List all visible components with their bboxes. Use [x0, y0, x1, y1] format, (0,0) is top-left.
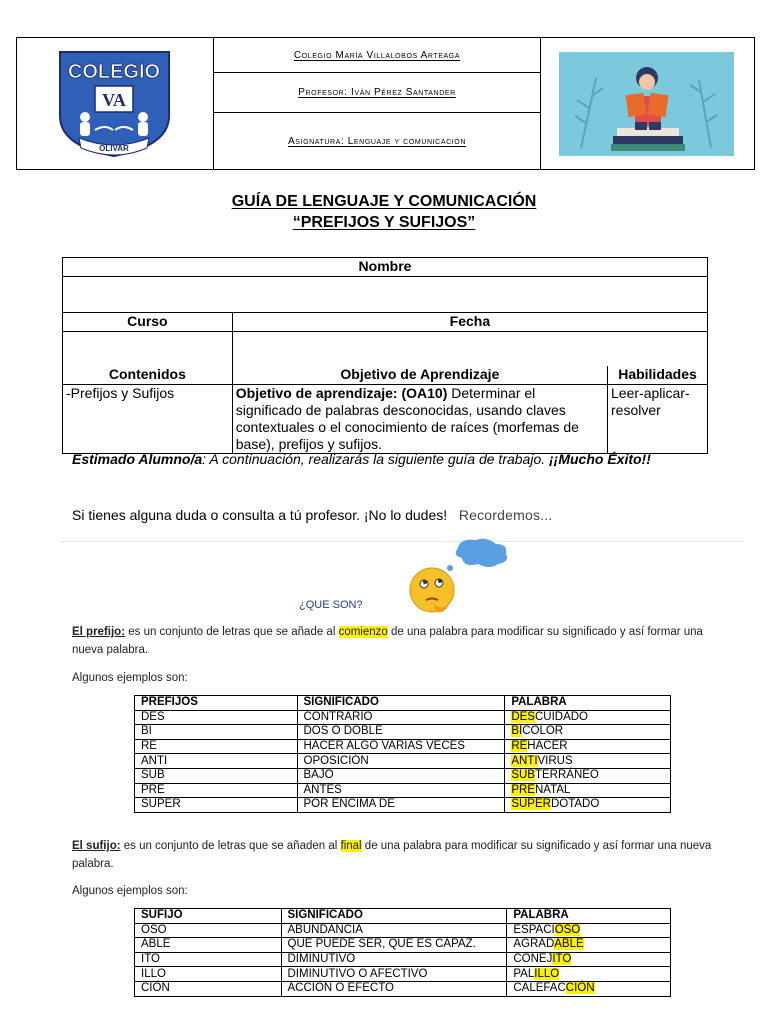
section-divider — [60, 541, 744, 542]
word-highlight: PRE — [511, 783, 535, 796]
word-cell — [505, 710, 671, 725]
table-row — [135, 783, 671, 798]
school-logo-cell — [17, 38, 214, 169]
prefix-cell: RE — [135, 739, 298, 754]
contents-label: Contenidos — [63, 366, 233, 385]
suffix-text-after: de una palabra para modificar su significado y así formar una nueva palabra. — [72, 840, 712, 870]
prefix-text-before: es un conjunto de letras que se añade al — [125, 626, 339, 638]
meaning-cell: ACCIÓN O EFECTO — [281, 981, 507, 996]
table-row — [135, 725, 671, 740]
suffix-term: El sufijo: — [72, 840, 121, 852]
header-box — [16, 37, 755, 170]
prefix-cell: BI — [135, 725, 298, 740]
suffix-examples-label: Algunos ejemplos son: — [72, 885, 188, 897]
table-row — [135, 938, 671, 953]
word-base: ESPACI — [513, 923, 555, 936]
word-highlight: SUPER — [511, 798, 551, 811]
word-rest: COLOR — [522, 725, 564, 738]
word-highlight: ITO — [552, 953, 572, 966]
header-info — [214, 38, 541, 169]
table-row — [135, 754, 671, 769]
suffix-table — [134, 908, 671, 997]
objective-text: Determinar el significado de palabras desconocidas, usando claves contextuales o el conocimiento de raíces (morfemas de base), prefijos y sufijos. — [235, 385, 579, 452]
word-rest: VIRUS — [537, 754, 573, 767]
meaning-cell: DIMINUTIVO O AFECTIVO — [281, 967, 507, 982]
greeting-end: ¡¡Mucho Éxito!! — [549, 451, 651, 467]
meaning-cell: CONTRARIO — [297, 710, 505, 725]
word-highlight: ABLE — [554, 938, 584, 951]
meaning-cell: ABUNDANCIA — [281, 923, 507, 938]
word-highlight: RE — [511, 740, 528, 753]
word-rest: TERRÁNEO — [534, 769, 599, 782]
word-cell — [505, 725, 671, 740]
suffix-cell: OSO — [135, 923, 282, 938]
word-cell — [505, 783, 671, 798]
word-cell — [505, 754, 671, 769]
suffix-meaning-header: SIGNIFICADO — [281, 909, 507, 924]
objective-label: Objetivo de Aprendizaje — [232, 366, 607, 385]
school-logo — [17, 38, 214, 169]
name-label: Nombre — [63, 258, 708, 277]
word-highlight: BI — [511, 725, 523, 738]
prefix-word-header: PALABRA — [505, 696, 671, 711]
teacher-name: Profesor: Iván Pérez Santander — [214, 72, 540, 112]
suffix-definition — [72, 837, 734, 873]
suffix-cell: ITO — [135, 952, 282, 967]
doubt-text — [72, 507, 552, 523]
doubt-body: Si tienes alguna duda o consulta a tú profesor. ¡No lo dudes! — [72, 507, 448, 523]
recordemos-text: Recordemos... — [458, 507, 553, 523]
student-info-table — [62, 257, 708, 454]
prefix-cell: DES — [135, 710, 298, 725]
date-field[interactable] — [232, 332, 707, 366]
prefix-text-after: de una palabra para modificar su significado y así formar una nueva palabra. — [72, 626, 703, 656]
word-rest: DOTADO — [550, 798, 600, 811]
word-base: PAL — [513, 967, 535, 980]
table-row — [135, 981, 671, 996]
objective-code: Objetivo de aprendizaje: (OA10) — [235, 385, 448, 401]
contents-value: -Prefijos y Sufijos — [63, 385, 233, 454]
guide-title: GUÍA DE LENGUAJE Y COMUNICACIÓN — [231, 193, 537, 210]
prefix-term: El prefijo: — [72, 626, 126, 638]
school-name: Colegio María Villalobos Arteaga — [293, 49, 461, 61]
word-rest: CUIDADO — [534, 710, 588, 723]
logo-monogram: VA — [102, 90, 126, 110]
suffix-text-before: es un conjunto de letras que se añaden al — [120, 840, 341, 852]
logo-bottom-text: OLIVAR — [99, 144, 129, 153]
word-rest: NATAL — [534, 783, 571, 796]
table-row — [135, 923, 671, 938]
subject-name: Asignatura: Lenguaje y comunicación — [214, 112, 540, 169]
word-highlight: ILLO — [534, 967, 560, 980]
table-row — [135, 739, 671, 754]
word-cell — [505, 798, 671, 813]
logo-top-text: COLEGIO — [67, 61, 161, 83]
word-cell — [505, 739, 671, 754]
meaning-cell: BAJO — [297, 768, 505, 783]
skills-value: Leer-aplicar-resolver — [608, 385, 708, 454]
meaning-cell: HACER ALGO VARIAS VECES — [297, 739, 505, 754]
thinking-face-icon — [404, 538, 514, 618]
prefix-cell: ANTI — [135, 754, 298, 769]
greeting-bold: Estimado Alumno/a — [72, 451, 203, 467]
suffix-cell: CIÓN — [135, 981, 282, 996]
table-row — [135, 768, 671, 783]
word-cell — [507, 923, 671, 938]
skills-label: Habilidades — [608, 366, 708, 385]
word-cell — [507, 981, 671, 996]
suffix-cell: ABLE — [135, 938, 282, 953]
prefix-cell: SUB — [135, 768, 298, 783]
objective-value — [232, 385, 607, 454]
prefix-highlight: comienzo — [338, 626, 388, 638]
greeting-body: : A continuación, realizarás la siguiente guía de trabajo. — [202, 451, 550, 467]
word-highlight: DES — [511, 710, 535, 723]
word-highlight: ANTI — [511, 754, 538, 767]
prefix-table — [134, 695, 671, 813]
word-rest: HACER — [527, 740, 568, 753]
meaning-cell: ANTES — [297, 783, 505, 798]
prefix-cell: SUPER — [135, 798, 298, 813]
word-cell — [505, 768, 671, 783]
table-row — [135, 710, 671, 725]
word-cell — [507, 938, 671, 953]
word-base: AGRAD — [513, 938, 555, 951]
course-field[interactable] — [63, 332, 233, 366]
meaning-cell: DIMINUTIVO — [281, 952, 507, 967]
word-base: CONEJ — [513, 953, 553, 966]
suffix-col-header: SUFIJO — [135, 909, 282, 924]
date-label: Fecha — [232, 313, 707, 332]
word-cell — [507, 952, 671, 967]
prefix-examples-label: Algunos ejemplos son: — [72, 672, 188, 684]
table-row — [135, 952, 671, 967]
reading-illustration-cell — [541, 38, 754, 169]
suffix-cell: ILLO — [135, 967, 282, 982]
meaning-cell: DOS O DOBLE — [297, 725, 505, 740]
table-row — [135, 798, 671, 813]
word-highlight: OSO — [554, 923, 581, 936]
word-base: CALEFAC — [513, 982, 566, 995]
meaning-cell: OPOSICIÓN — [297, 754, 505, 769]
table-row — [135, 967, 671, 982]
word-highlight: SUB — [511, 769, 535, 782]
guide-subtitle: “PREFIJOS Y SUFIJOS” — [292, 214, 476, 231]
suffix-highlight: final — [340, 840, 362, 852]
prefix-definition — [72, 623, 734, 659]
name-field[interactable] — [63, 277, 708, 313]
que-son-heading: ¿QUE SON? — [299, 599, 363, 611]
prefix-col-header: PREFIJOS — [135, 696, 298, 711]
suffix-word-header: PALABRA — [507, 909, 671, 924]
meaning-cell: POR ENCIMA DE — [297, 798, 505, 813]
prefix-meaning-header: SIGNIFICADO — [297, 696, 505, 711]
word-highlight: CIÓN — [565, 982, 595, 995]
word-cell — [507, 967, 671, 982]
prefix-cell: PRE — [135, 783, 298, 798]
course-label: Curso — [63, 313, 233, 332]
reading-child-illustration — [541, 38, 754, 169]
meaning-cell: QUE PUEDE SER, QUE ES CAPAZ. — [281, 938, 507, 953]
greeting-text — [72, 451, 651, 467]
